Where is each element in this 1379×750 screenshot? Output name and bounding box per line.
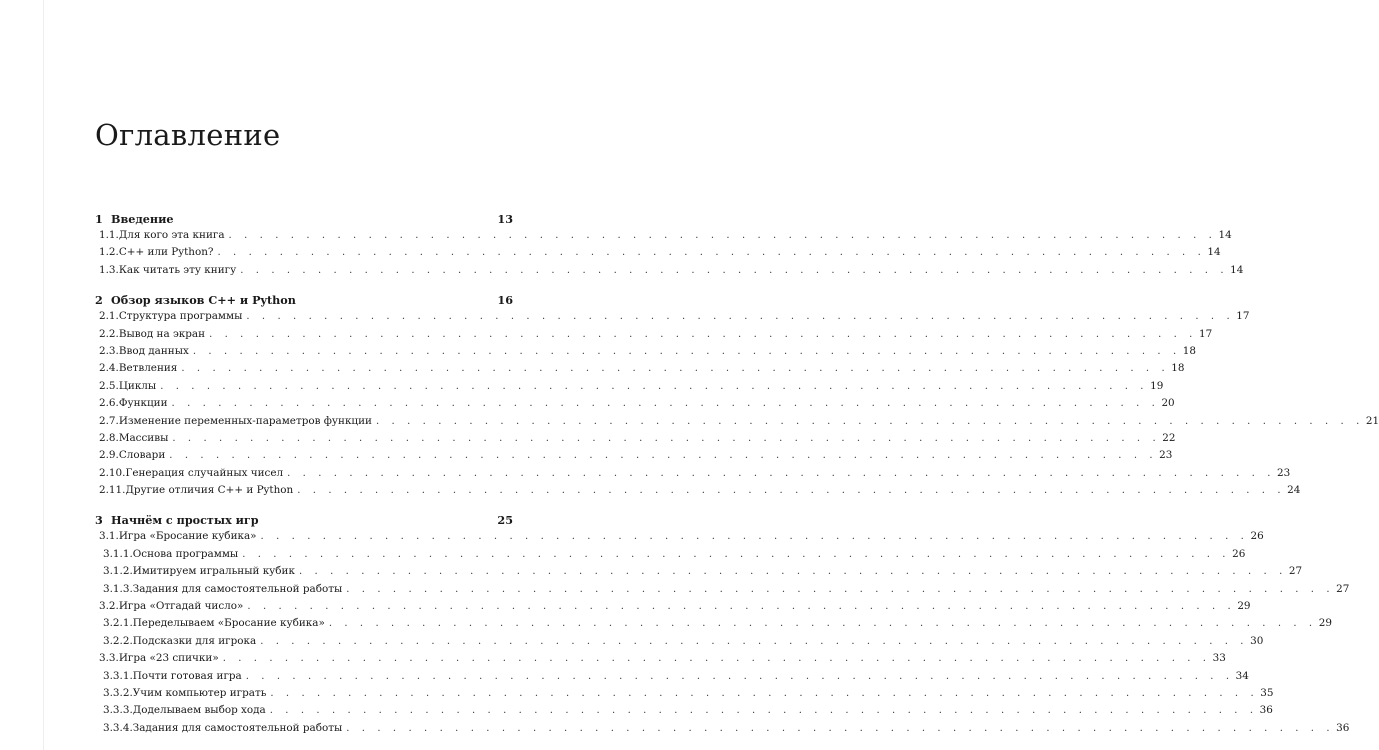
- dot-leader: . . . . . . . . . . . . . . . . . . . . . . . . . . . . . . . . . . . . . . . . . . . . . . . . . . . . . . . . . . . . . . . .: [169, 450, 1158, 462]
- dot-leader: . . . . . . . . . . . . . . . . . . . . . . . . . . . . . . . . . . . . . . . . . . . . . . . . . . . . . . . . . . . . . . . .: [217, 247, 1206, 259]
- section-title: Другие отличия C++ и Python: [125, 484, 294, 497]
- section-number: 3.1.1.: [103, 547, 133, 560]
- chapter-title: Введение: [111, 212, 174, 226]
- toc-section-row[interactable]: [95, 310, 1250, 327]
- toc-subsection-row[interactable]: [95, 721, 1350, 739]
- section-number: 2.3.: [99, 344, 119, 357]
- section-title: Игра «Бросание кубика»: [118, 530, 257, 543]
- chapter-title: Обзор языков C++ и Python: [111, 293, 296, 308]
- toc-section-row[interactable]: [95, 379, 1164, 397]
- toc-subsection-row[interactable]: [95, 547, 1246, 565]
- dot-leader: . . . . . . . . . . . . . . . . . . . . . . . . . . . . . . . . . . . . . . . . . . . . . . . . . . . . . . . . . . . . . . . .: [222, 653, 1211, 665]
- dot-leader: . . . . . . . . . . . . . . . . . . . . . . . . . . . . . . . . . . . . . . . . . . . . . . . . . . . . . . . . . . . . . . . .: [240, 264, 1229, 276]
- section-title: Переделываем «Бросание кубика»: [132, 617, 325, 630]
- section-page: 17: [1198, 327, 1213, 340]
- section-number: 2.11.: [99, 484, 126, 497]
- dot-leader: . . . . . . . . . . . . . . . . . . . . . . . . . . . . . . . . . . . . . . . . . . . . . . . . . . . . . . . . . . . . . . . .: [245, 670, 1234, 682]
- dot-leader: . . . . . . . . . . . . . . . . . . . . . . . . . . . . . . . . . . . . . . . . . . . . . . . . . . . . . . . . . . . . . . . .: [346, 722, 1335, 734]
- section-title: Задания для самостоятельной работы: [132, 582, 343, 595]
- section-page: 34: [1235, 669, 1249, 682]
- section-number: 1.2.: [99, 246, 119, 259]
- section-title: Массивы: [118, 431, 169, 444]
- section-title: Имитируем игральный кубик: [132, 565, 295, 578]
- section-number: 2.8.: [99, 431, 119, 444]
- toc-section-row[interactable]: [95, 449, 1173, 466]
- section-page: 35: [1260, 686, 1274, 699]
- dot-leader: . . . . . . . . . . . . . . . . . . . . . . . . . . . . . . . . . . . . . . . . . . . . . . . . . . . . . . . . . . . . . . . .: [375, 415, 1364, 427]
- section-page: 23: [1159, 449, 1173, 462]
- section-title: Подсказки для игрока: [132, 634, 257, 647]
- dot-leader: . . . . . . . . . . . . . . . . . . . . . . . . . . . . . . . . . . . . . . . . . . . . . . . . . . . . . . . . . . . . . . . .: [242, 548, 1231, 560]
- section-page: 19: [1150, 379, 1164, 392]
- dot-leader: . . . . . . . . . . . . . . . . . . . . . . . . . . . . . . . . . . . . . . . . . . . . . . . . . . . . . . . . . . . . . . . .: [172, 432, 1161, 444]
- section-number: 2.1.: [99, 310, 119, 323]
- section-title: Задания для самостоятельной работы: [132, 721, 343, 734]
- toc-chapter-row[interactable]: [95, 212, 513, 229]
- section-title: Структура программы: [118, 310, 243, 323]
- dot-leader: . . . . . . . . . . . . . . . . . . . . . . . . . . . . . . . . . . . . . . . . . . . . . . . . . . . . . . . . . . . . . . . .: [346, 583, 1335, 595]
- chapter-number: 1: [95, 212, 103, 226]
- section-page: 29: [1237, 600, 1251, 613]
- toc-subsection-row[interactable]: [95, 704, 1273, 721]
- section-page: 20: [1161, 397, 1175, 410]
- section-title: Функции: [118, 397, 168, 410]
- section-page: 14: [1207, 246, 1221, 259]
- section-title: Как читать эту книгу: [118, 263, 237, 276]
- section-number: 1.3.: [99, 263, 119, 276]
- toc-subsection-row[interactable]: [95, 669, 1249, 687]
- section-page: 33: [1212, 652, 1226, 665]
- section-number: 2.2.: [99, 327, 119, 340]
- section-number: 3.1.2.: [103, 565, 133, 578]
- chapter-page: 16: [497, 293, 513, 308]
- section-number: 2.7.: [99, 414, 119, 427]
- dot-leader: . . . . . . . . . . . . . . . . . . . . . . . . . . . . . . . . . . . . . . . . . . . . . . . . . . . . . . . . . . . . . . . .: [270, 687, 1259, 699]
- dot-leader: . . . . . . . . . . . . . . . . . . . . . . . . . . . . . . . . . . . . . . . . . . . . . . . . . . . . . . . . . . . . . . . .: [246, 311, 1235, 323]
- section-page: 26: [1250, 530, 1264, 543]
- dot-leader: . . . . . . . . . . . . . . . . . . . . . . . . . . . . . . . . . . . . . . . . . . . . . . . . . . . . . . . . . . . . . . . .: [192, 345, 1181, 357]
- chapter-number: 2: [95, 293, 103, 308]
- section-page: 23: [1277, 466, 1291, 479]
- section-number: 3.3.1.: [103, 669, 133, 682]
- dot-leader: . . . . . . . . . . . . . . . . . . . . . . . . . . . . . . . . . . . . . . . . . . . . . . . . . . . . . . . . . . . . . . . .: [209, 328, 1197, 340]
- section-page: 18: [1182, 344, 1196, 357]
- section-title: C++ или Python?: [118, 246, 214, 259]
- toc-section-row[interactable]: [95, 431, 1176, 449]
- toc-subsection-row[interactable]: [95, 686, 1274, 704]
- section-page: 24: [1287, 484, 1301, 497]
- toc-chapter-row[interactable]: [95, 513, 513, 530]
- toc-section-row[interactable]: [95, 484, 1301, 501]
- dot-leader: . . . . . . . . . . . . . . . . . . . . . . . . . . . . . . . . . . . . . . . . . . . . . . . . . . . . . . . . . . . . . . . .: [298, 566, 1287, 578]
- section-number: 3.2.2.: [103, 634, 133, 647]
- section-title: Ввод данных: [118, 344, 189, 357]
- section-number: 3.3.2.: [103, 686, 133, 699]
- toc-section-row[interactable]: [95, 362, 1185, 379]
- toc-section-row[interactable]: [95, 466, 1291, 484]
- section-title: Изменение переменных-параметров функции: [118, 414, 372, 427]
- toc-subsection-row[interactable]: [95, 565, 1303, 582]
- section-title: Доделываем выбор хода: [132, 704, 266, 717]
- dot-leader: . . . . . . . . . . . . . . . . . . . . . . . . . . . . . . . . . . . . . . . . . . . . . . . . . . . . . . . . . . . . . . . .: [269, 705, 1258, 717]
- chapter-number: 3: [95, 513, 103, 528]
- section-page: 36: [1259, 704, 1273, 717]
- section-number: 3.3.: [99, 652, 119, 665]
- toc-chapter-row[interactable]: [95, 293, 513, 310]
- section-title: Игра «Отгадай число»: [118, 600, 244, 613]
- chapter-page: 25: [497, 513, 513, 528]
- toc-section-row[interactable]: [95, 263, 1244, 281]
- section-number: 3.1.: [99, 530, 119, 543]
- section-title: Учим компьютер играть: [132, 686, 267, 699]
- section-page: 26: [1232, 547, 1246, 560]
- section-page: 30: [1250, 634, 1264, 647]
- section-title: Основа программы: [132, 547, 239, 560]
- toc-section-row[interactable]: [95, 652, 1226, 669]
- toc-section-row[interactable]: [95, 414, 1379, 432]
- toc-subsection-row[interactable]: [95, 617, 1332, 634]
- section-title: Почти готовая игра: [132, 669, 242, 682]
- dot-leader: . . . . . . . . . . . . . . . . . . . . . . . . . . . . . . . . . . . . . . . . . . . . . . . . . . . . . . . . . . . . . . . .: [181, 363, 1170, 375]
- section-number: 3.2.1.: [103, 617, 133, 630]
- page-title: Оглавление: [95, 118, 281, 152]
- section-page: 22: [1162, 431, 1176, 444]
- section-page: 36: [1336, 721, 1350, 734]
- section-title: Циклы: [118, 379, 157, 392]
- dot-leader: . . . . . . . . . . . . . . . . . . . . . . . . . . . . . . . . . . . . . . . . . . . . . . . . . . . . . . . . . . . . . . . .: [328, 618, 1317, 630]
- toc-section-row[interactable]: [95, 344, 1196, 362]
- section-page: 14: [1218, 229, 1232, 241]
- section-title: Игра «23 спички»: [118, 652, 219, 665]
- section-number: 2.6.: [99, 397, 119, 410]
- section-title: Генерация случайных чисел: [125, 466, 284, 479]
- toc-section-row[interactable]: [95, 246, 1221, 263]
- section-page: 14: [1230, 263, 1244, 276]
- toc-subsection-row[interactable]: [95, 582, 1350, 600]
- chapter-title: Начнём с простых игр: [111, 513, 259, 528]
- dot-leader: . . . . . . . . . . . . . . . . . . . . . . . . . . . . . . . . . . . . . . . . . . . . . . . . . . . . . . . . . . . . . . . .: [247, 601, 1236, 613]
- toc-section-row[interactable]: [95, 229, 1232, 246]
- toc-section-row[interactable]: [95, 397, 1175, 414]
- toc-section-row[interactable]: [95, 600, 1251, 617]
- dot-leader: . . . . . . . . . . . . . . . . . . . . . . . . . . . . . . . . . . . . . . . . . . . . . . . . . . . . . . . . . . . . . . . .: [260, 635, 1249, 647]
- section-page: 21: [1365, 414, 1379, 427]
- dot-leader: . . . . . . . . . . . . . . . . . . . . . . . . . . . . . . . . . . . . . . . . . . . . . . . . . . . . . . . . . . . . . . . .: [171, 398, 1160, 410]
- section-number: 2.4.: [99, 362, 119, 375]
- toc-subsection-row[interactable]: [95, 634, 1264, 652]
- section-title: Для кого эта книга: [118, 229, 225, 241]
- dot-leader: . . . . . . . . . . . . . . . . . . . . . . . . . . . . . . . . . . . . . . . . . . . . . . . . . . . . . . . . . . . . . . . .: [287, 467, 1276, 479]
- dot-leader: . . . . . . . . . . . . . . . . . . . . . . . . . . . . . . . . . . . . . . . . . . . . . . . . . . . . . . . . . . . . . . . .: [260, 531, 1249, 543]
- section-number: 3.3.3.: [103, 704, 133, 717]
- section-page: 17: [1236, 310, 1250, 323]
- section-page: 18: [1171, 362, 1185, 375]
- section-title: Вывод на экран: [118, 327, 206, 340]
- dot-leader: . . . . . . . . . . . . . . . . . . . . . . . . . . . . . . . . . . . . . . . . . . . . . . . . . . . . . . . . . . . . . . . .: [297, 485, 1286, 497]
- section-number: 2.10.: [99, 466, 126, 479]
- dot-leader: . . . . . . . . . . . . . . . . . . . . . . . . . . . . . . . . . . . . . . . . . . . . . . . . . . . . . . . . . . . . . . . .: [228, 230, 1217, 241]
- chapter-page: 13: [497, 212, 513, 226]
- table-of-contents: [95, 208, 1379, 739]
- toc-section-row[interactable]: [95, 530, 1264, 547]
- section-number: 3.1.3.: [103, 582, 133, 595]
- section-page: 27: [1288, 565, 1303, 578]
- section-number: 2.5.: [99, 379, 119, 392]
- section-number: 3.3.4.: [103, 721, 133, 734]
- section-title: Ветвления: [118, 362, 178, 375]
- section-page: 27: [1336, 582, 1350, 595]
- toc-section-row[interactable]: [95, 327, 1213, 345]
- section-number: 3.2.: [99, 600, 119, 613]
- section-page: 29: [1318, 617, 1332, 630]
- section-number: 1.1.: [99, 229, 119, 241]
- section-number: 2.9.: [99, 449, 119, 462]
- section-title: Словари: [118, 449, 166, 462]
- dot-leader: . . . . . . . . . . . . . . . . . . . . . . . . . . . . . . . . . . . . . . . . . . . . . . . . . . . . . . . . . . . . . . . .: [160, 380, 1149, 392]
